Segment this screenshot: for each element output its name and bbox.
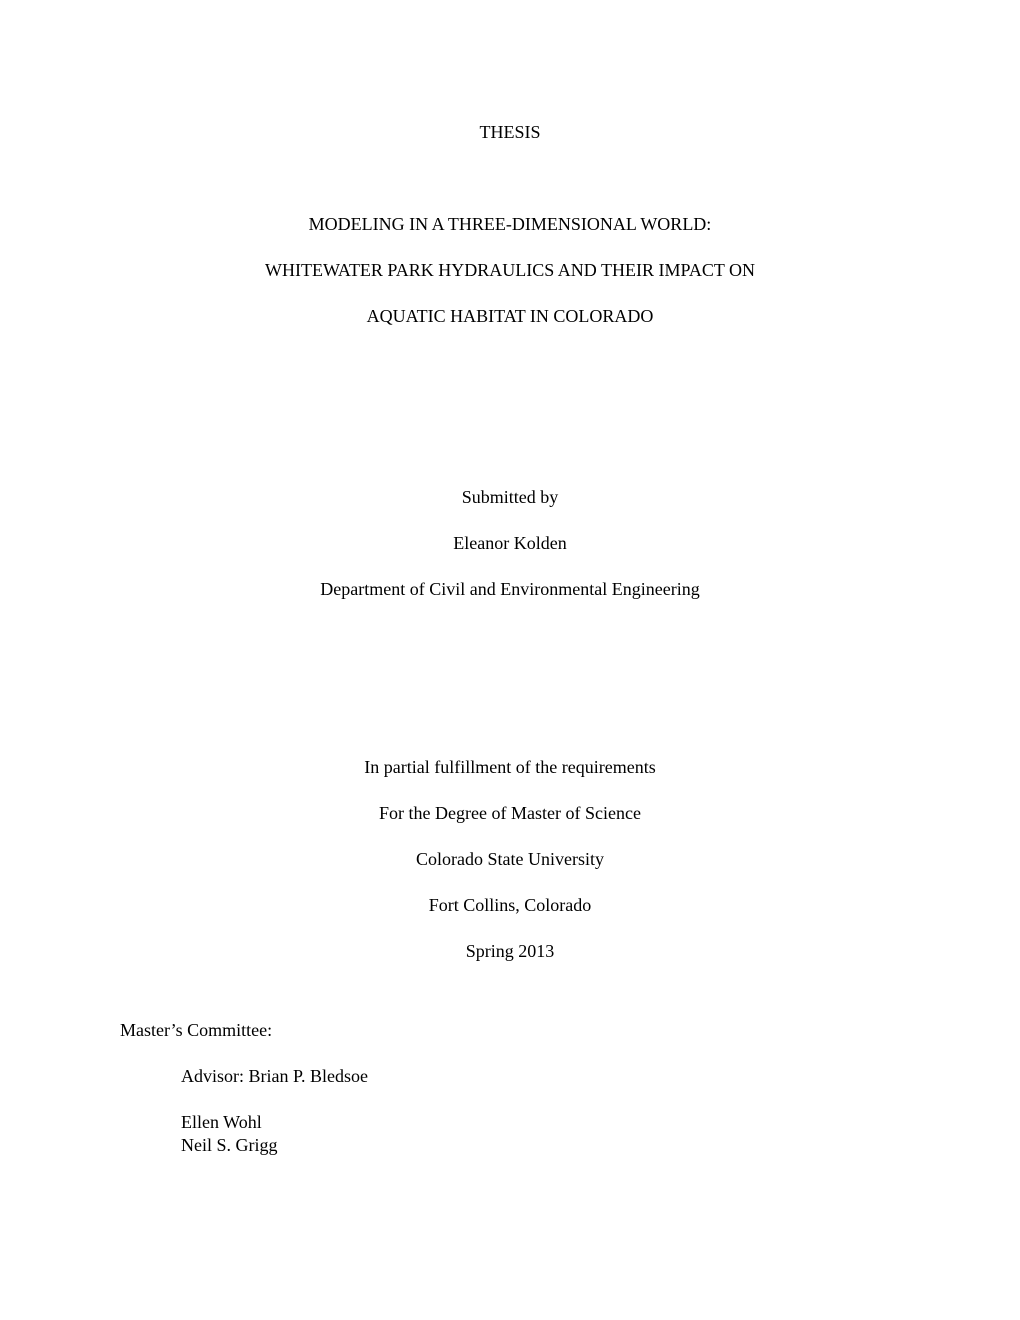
thesis-title-line-2: WHITEWATER PARK HYDRAULICS AND THEIR IMPACT ON bbox=[264, 260, 756, 280]
degree-name: For the Degree of Master of Science bbox=[379, 803, 641, 823]
committee-advisor: Advisor: Brian P. Bledsoe bbox=[181, 1066, 368, 1086]
author-name: Eleanor Kolden bbox=[453, 533, 567, 553]
university-location: Fort Collins, Colorado bbox=[428, 895, 592, 915]
university-name: Colorado State University bbox=[416, 849, 604, 869]
thesis-title-line-3: AQUATIC HABITAT IN COLORADO bbox=[366, 306, 654, 326]
department-name: Department of Civil and Environmental Engineering bbox=[320, 579, 700, 599]
submitted-by-label: Submitted by bbox=[461, 487, 559, 507]
committee-heading: Master’s Committee: bbox=[120, 1020, 273, 1040]
submission-term: Spring 2013 bbox=[465, 941, 555, 961]
committee-member: Ellen Wohl bbox=[181, 1112, 262, 1132]
committee-member: Neil S. Grigg bbox=[181, 1135, 278, 1155]
thesis-title-line-1: MODELING IN A THREE-DIMENSIONAL WORLD: bbox=[308, 214, 712, 234]
fulfillment-statement: In partial fulfillment of the requirements bbox=[364, 757, 656, 777]
document-type-label: THESIS bbox=[479, 122, 541, 142]
